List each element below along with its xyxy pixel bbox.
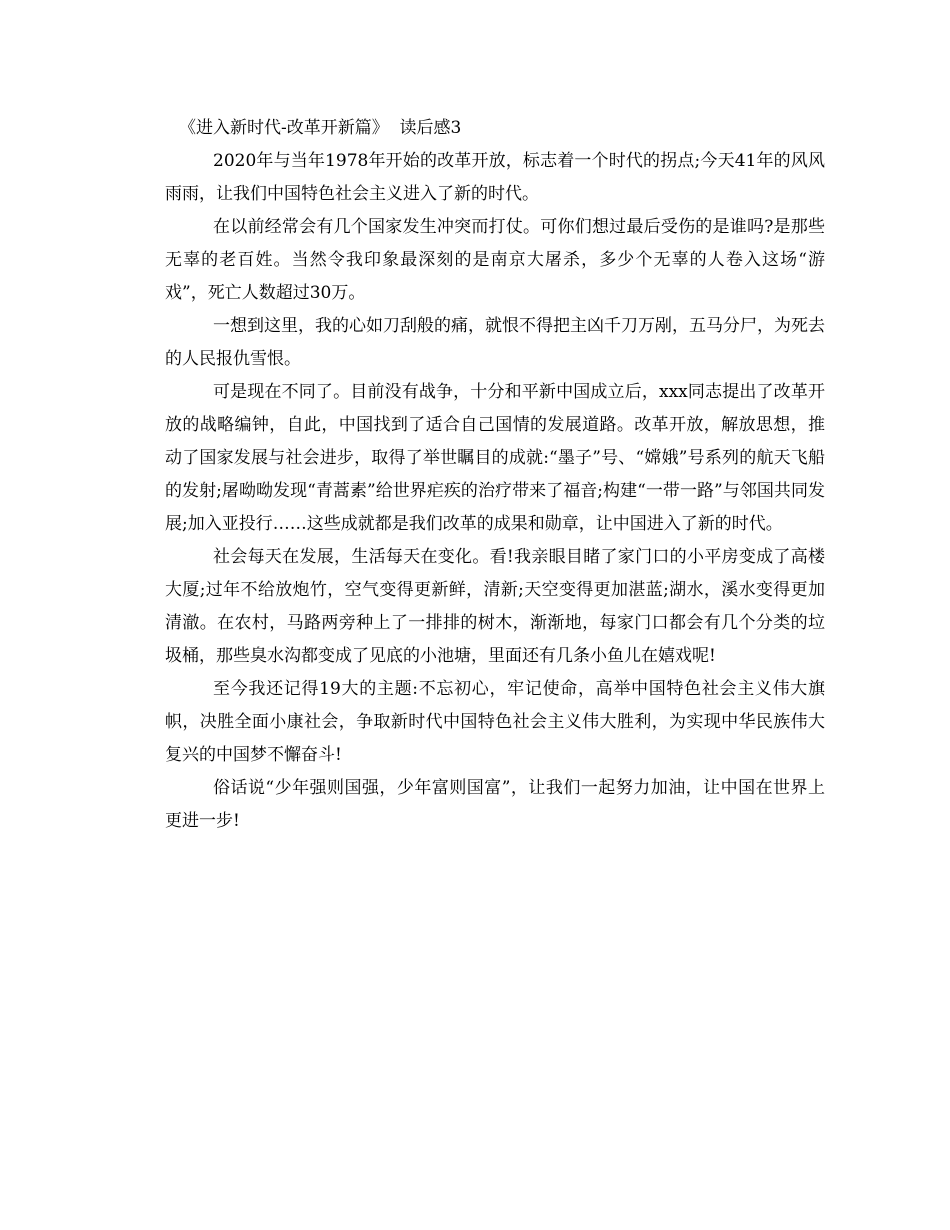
paragraph-5: 社会每天在发展，生活每天在变化。看!我亲眼目睹了家门口的小平房变成了高楼大厦;过年不给放炮竹，空气变得更新鲜，清新;天空变得更加湛蓝;湖水，溪水变得更加清澈。在农村，马路两旁种上了一排排的树木，渐渐地，每家门口都会有几个分类的垃圾桶，那些臭水沟都变成了见底的小池塘，里面还有几条小鱼儿在嬉戏呢! (165, 547, 825, 666)
paragraph-3: 一想到这里，我的心如刀刮般的痛，就恨不得把主凶千刀万剐，五马分尸，为死去的人民报仇雪恨。 (165, 316, 825, 369)
paragraph-2: 在以前经常会有几个国家发生冲突而打仗。可你们想过最后受伤的是谁吗?是那些无辜的老百姓。当然令我印象最深刻的是南京大屠杀，多少个无辜的人卷入这场“游戏”，死亡人数超过30万。 (165, 217, 825, 303)
document-title: 《进入新时代-改革开新篇》 读后感3 (179, 118, 462, 138)
paragraph-4: 可是现在不同了。目前没有战争，十分和平新中国成立后，xxx同志提出了改革开放的战略编钟，自此，中国找到了适合自己国情的发展道路。改革开放，解放思想，推动了国家发展与社会进步，取得了举世瞩目的成就:“墨子”号、“嫦娥”号系列的航天飞船的发射;屠呦呦发现“青蒿素”给世界疟疾的治疗带来了福音;构建“一带一路”与邻国共同发展;加入亚投行……这些成就都是我们改革的成果和勋章，让中国进入了新的时代。 (165, 382, 825, 534)
paragraph-1: 2020年与当年1978年开始的改革开放，标志着一个时代的拐点;今天41年的风风雨雨，让我们中国特色社会主义进入了新的时代。 (165, 151, 825, 204)
paragraph-7: 俗话说“少年强则国强，少年富则国富”，让我们一起努力加油，让中国在世界上更进一步! (165, 778, 825, 831)
document-page (165, 112, 825, 838)
paragraph-6: 至今我还记得19大的主题:不忘初心，牢记使命，高举中国特色社会主义伟大旗帜，决胜全面小康社会，争取新时代中国特色社会主义伟大胜利，为实现中华民族伟大复兴的中国梦不懈奋斗! (165, 679, 825, 765)
